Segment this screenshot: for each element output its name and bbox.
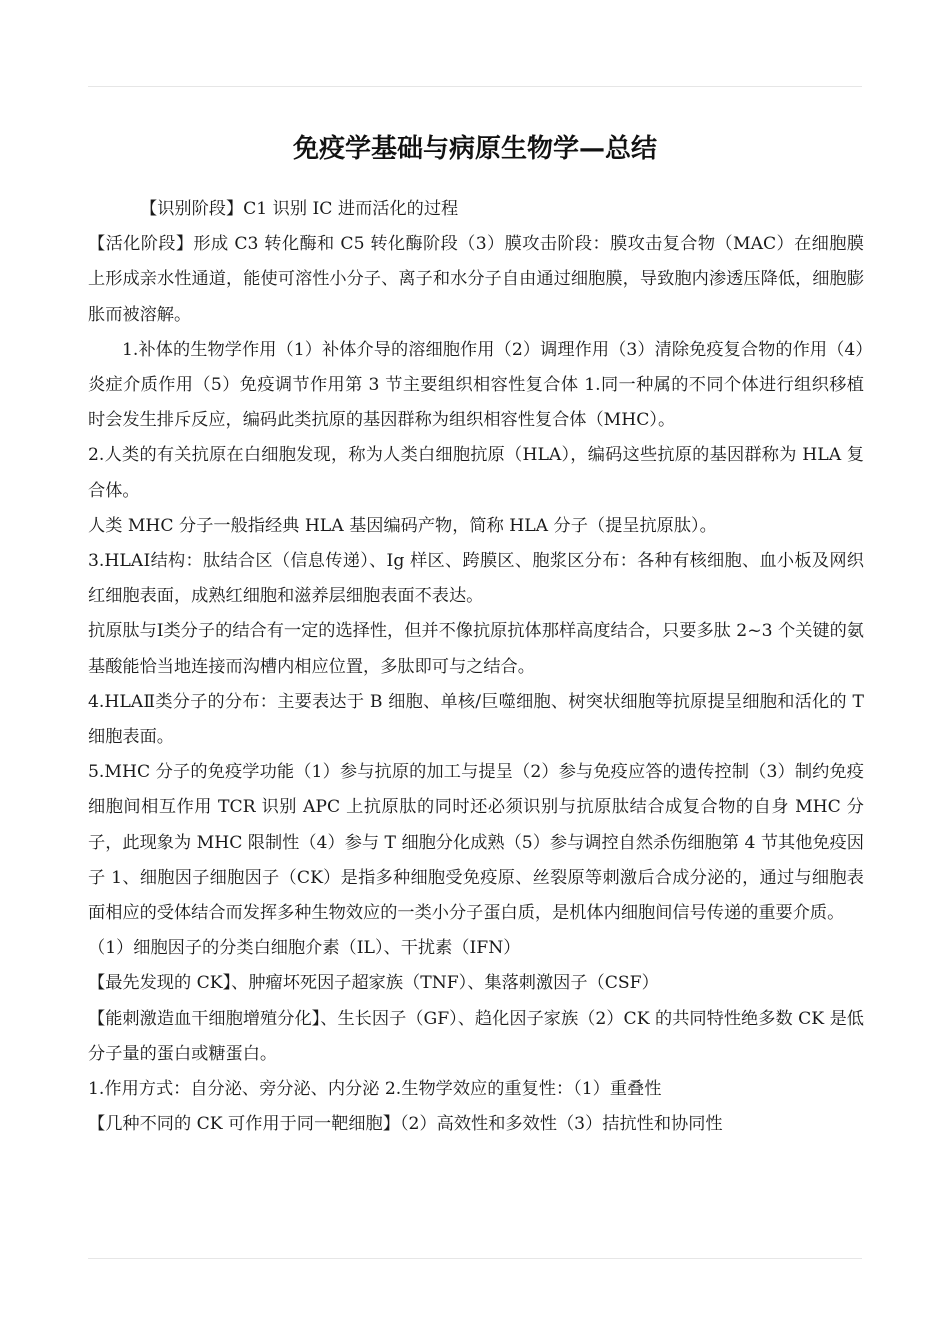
page-title: 免疫学基础与病原生物学—总结 xyxy=(292,134,657,165)
paragraph-mhc-molecule: 人类 MHC 分子一般指经典 HLA 基因编码产物，简称 HLA 分子（提呈抗原肽）。 xyxy=(88,515,717,536)
paragraph-target-cell: 【几种不同的 CK 可作用于同一靶细胞】（2）高效性和多效性（3）拮抗性和协同性 xyxy=(88,1114,723,1135)
paragraph-antigen-peptide-binding: 抗原肽与Ⅰ类分子的结合有一定的选择性，但并不像抗原抗体那样高度结合，只要多肽 2~3 个关键的氨基酸能恰当地连接而沟槽内相应位置，多肽即可与之结合。 xyxy=(88,621,864,677)
bottom-divider xyxy=(88,1258,862,1259)
paragraph-complement-functions: 1.补体的生物学作用（1）补体介导的溶细胞作用（2）调理作用（3）清除免疫复合物的作用（4）炎症介质作用（5）免疫调节作用第 3 节主要组织相容性复合体 1.同一种属的不同个体进行组织移植时会发生排斥反应，编码此类抗原的基因群称为组织相容性复合体（MHC）。 xyxy=(88,339,864,431)
paragraph-action-modes: 1.作用方式：自分泌、旁分泌、内分泌 2.生物学效应的重复性：（1）重叠性 xyxy=(88,1079,662,1100)
paragraph-cytokine-classes: （1）细胞因子的分类白细胞介素（IL）、干扰素（IFN） xyxy=(88,938,521,959)
paragraph-first-ck: 【最先发现的 CK】、肿瘤坏死因子超家族（TNF）、集落刺激因子（CSF） xyxy=(88,973,659,994)
paragraph-hla-class2-distribution: 4.HLAⅡ类分子的分布：主要表达于 B 细胞、单核/巨噬细胞、树突状细胞等抗原提呈细胞和活化的 T 细胞表面。 xyxy=(88,691,864,748)
paragraph-hla-definition: 2.人类的有关抗原在白细胞发现，称为人类白细胞抗原（HLA），编码这些抗原的基因群称为 HLA 复合体。 xyxy=(88,445,864,501)
paragraph-hla-class1-structure: 3.HLAⅠ结构：肽结合区（信息传递）、Ig 样区、跨膜区、胞浆区分布：各种有核细胞、血小板及网织红细胞表面，成熟红细胞和滋养层细胞表面不表达。 xyxy=(88,551,864,607)
top-divider xyxy=(88,86,862,87)
document-body xyxy=(88,192,864,1142)
paragraph-activation-stage: 【活化阶段】形成 C3 转化酶和 C5 转化酶阶段（3）膜攻击阶段：膜攻击复合物（MAC）在细胞膜上形成亲水性通道，能使可溶性小分子、离子和水分子自由通过细胞膜，导致胞内渗透压降低，细胞膨胀而被溶解。 xyxy=(88,234,864,325)
paragraph-mhc-functions: 5.MHC 分子的免疫学功能（1）参与抗原的加工与提呈（2）参与免疫应答的遗传控制（3）制约免疫细胞间相互作用 TCR 识别 APC 上抗原肽的同时还必须识别与抗原肽结合成复合物的自身 MHC 分子，此现象为 MHC 限制性（4）参与 T 细胞分化成熟（5）参与调控自然杀伤细胞第 4 节其他免疫因子 1、细胞因子细胞因子（CK）是指多种细胞受免疫原、丝裂原等刺激后合成分泌的，通过与细胞表面相应的受体结合而发挥多种生物效应的一类小分子蛋白质，是机体内细胞间信号传递的重要介质。 xyxy=(88,762,864,924)
paragraph-recognition-stage: 【识别阶段】C1 识别 IC 进而活化的过程 xyxy=(140,199,459,219)
paragraph-hematopoietic: 【能刺激造血干细胞增殖分化】、生长因子（GF）、趋化因子家族（2）CK 的共同特性绝多数 CK 是低分子量的蛋白或糖蛋白。 xyxy=(88,1008,864,1064)
